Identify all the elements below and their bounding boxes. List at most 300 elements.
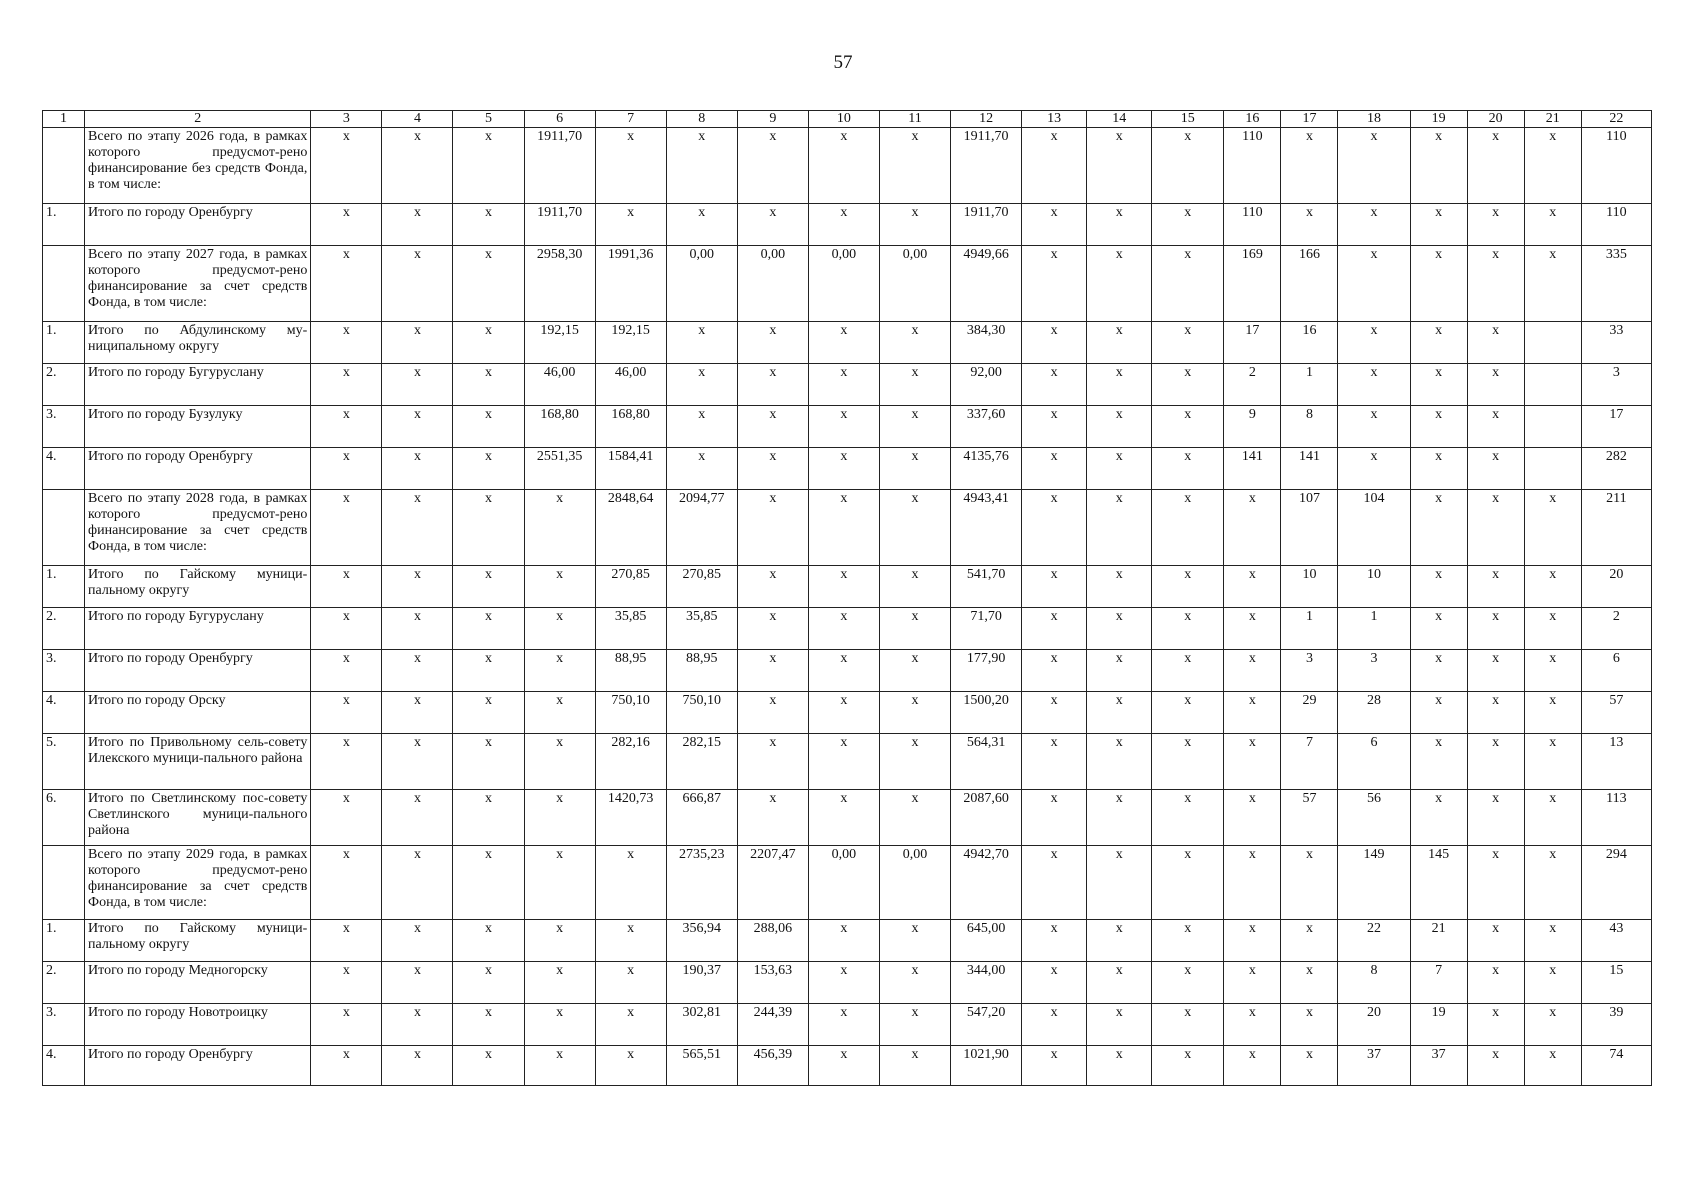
cell-col-17: 10 [1281,566,1338,608]
cell-col-18: 6 [1338,734,1410,790]
cell-col-3: х [311,128,382,204]
cell-col-4: х [382,322,453,364]
cell-col-22: 74 [1581,1046,1651,1086]
cell-col-14: х [1087,846,1152,920]
table-row [43,608,1652,650]
cell-col-9: х [737,204,808,246]
cell-col-3: х [311,490,382,566]
cell-col-21: х [1524,650,1581,692]
cell-col-7: 282,16 [595,734,666,790]
row-name: Итого по Гайскому муници-пальному округу [85,920,311,962]
row-name: Итого по городу Бугуруслану [85,608,311,650]
cell-col-19: х [1410,734,1467,790]
cell-col-16: х [1224,608,1281,650]
cell-col-14: х [1087,490,1152,566]
row-number: 1. [43,566,85,608]
cell-col-18: 1 [1338,608,1410,650]
row-number: 1. [43,204,85,246]
cell-col-16: 169 [1224,246,1281,322]
cell-col-16: 2 [1224,364,1281,406]
column-header-14: 14 [1087,111,1152,128]
cell-col-9: х [737,566,808,608]
cell-col-22: 39 [1581,1004,1651,1046]
column-header-17: 17 [1281,111,1338,128]
cell-col-11: х [879,406,950,448]
cell-col-16: х [1224,490,1281,566]
cell-col-3: х [311,1004,382,1046]
cell-col-17: х [1281,1046,1338,1086]
row-number: 1. [43,920,85,962]
cell-col-6: х [524,490,595,566]
cell-col-17: 57 [1281,790,1338,846]
cell-col-9: х [737,490,808,566]
cell-col-5: х [453,650,524,692]
cell-col-6: х [524,1046,595,1086]
cell-col-10: х [808,322,879,364]
row-number: 2. [43,962,85,1004]
cell-col-14: х [1087,204,1152,246]
cell-col-13: х [1022,1004,1087,1046]
cell-col-13: х [1022,790,1087,846]
column-header-10: 10 [808,111,879,128]
cell-col-14: х [1087,448,1152,490]
cell-col-21: х [1524,846,1581,920]
cell-col-20: х [1467,790,1524,846]
cell-col-6: х [524,566,595,608]
table-row [43,322,1652,364]
cell-col-18: 20 [1338,1004,1410,1046]
cell-col-20: х [1467,1004,1524,1046]
cell-col-19: х [1410,490,1467,566]
cell-col-19: х [1410,204,1467,246]
column-header-4: 4 [382,111,453,128]
cell-col-21 [1524,406,1581,448]
cell-col-3: х [311,246,382,322]
cell-col-17: 166 [1281,246,1338,322]
cell-col-5: х [453,692,524,734]
cell-col-12: 4949,66 [951,246,1022,322]
cell-col-16: х [1224,920,1281,962]
cell-col-3: х [311,1046,382,1086]
cell-col-7: 168,80 [595,406,666,448]
cell-col-15: х [1152,962,1224,1004]
cell-col-12: 4135,76 [951,448,1022,490]
cell-col-4: х [382,364,453,406]
cell-col-4: х [382,920,453,962]
column-header-7: 7 [595,111,666,128]
cell-col-7: 750,10 [595,692,666,734]
column-header-19: 19 [1410,111,1467,128]
cell-col-10: х [808,490,879,566]
cell-col-11: х [879,1046,950,1086]
cell-col-17: х [1281,962,1338,1004]
cell-col-22: 282 [1581,448,1651,490]
cell-col-9: х [737,692,808,734]
cell-col-21: х [1524,490,1581,566]
cell-col-19: х [1410,566,1467,608]
row-number [43,246,85,322]
cell-col-16: 141 [1224,448,1281,490]
cell-col-8: 750,10 [666,692,737,734]
cell-col-4: х [382,448,453,490]
cell-col-11: х [879,1004,950,1046]
cell-col-15: х [1152,846,1224,920]
table-row [43,650,1652,692]
cell-col-20: х [1467,490,1524,566]
column-header-20: 20 [1467,111,1524,128]
cell-col-9: 153,63 [737,962,808,1004]
table-body [43,111,1652,1086]
cell-col-12: 71,70 [951,608,1022,650]
cell-col-9: х [737,608,808,650]
cell-col-12: 177,90 [951,650,1022,692]
table-row [43,962,1652,1004]
cell-col-5: х [453,1046,524,1086]
cell-col-12: 1911,70 [951,128,1022,204]
cell-col-9: х [737,448,808,490]
cell-col-18: 3 [1338,650,1410,692]
cell-col-6: х [524,846,595,920]
row-number [43,490,85,566]
cell-col-11: х [879,364,950,406]
cell-col-21: х [1524,692,1581,734]
cell-col-18: х [1338,246,1410,322]
cell-col-4: х [382,608,453,650]
cell-col-6: х [524,608,595,650]
table-row [43,1004,1652,1046]
cell-col-10: х [808,650,879,692]
cell-col-18: х [1338,322,1410,364]
cell-col-9: 456,39 [737,1046,808,1086]
table-row [43,204,1652,246]
cell-col-5: х [453,608,524,650]
cell-col-3: х [311,608,382,650]
cell-col-3: х [311,692,382,734]
cell-col-17: 1 [1281,608,1338,650]
cell-col-12: 645,00 [951,920,1022,962]
cell-col-5: х [453,846,524,920]
cell-col-4: х [382,246,453,322]
cell-col-15: х [1152,790,1224,846]
cell-col-6: х [524,790,595,846]
cell-col-13: х [1022,246,1087,322]
cell-col-13: х [1022,650,1087,692]
cell-col-6: 1911,70 [524,128,595,204]
cell-col-3: х [311,790,382,846]
column-header-9: 9 [737,111,808,128]
column-header-21: 21 [1524,111,1581,128]
cell-col-4: х [382,128,453,204]
cell-col-14: х [1087,962,1152,1004]
cell-col-20: х [1467,406,1524,448]
cell-col-11: х [879,920,950,962]
table-row [43,128,1652,204]
row-name: Итого по городу Орску [85,692,311,734]
cell-col-22: 294 [1581,846,1651,920]
cell-col-9: 288,06 [737,920,808,962]
header-row [43,111,1652,128]
cell-col-10: х [808,920,879,962]
cell-col-20: х [1467,566,1524,608]
cell-col-18: х [1338,204,1410,246]
cell-col-12: 547,20 [951,1004,1022,1046]
cell-col-14: х [1087,322,1152,364]
column-header-1: 1 [43,111,85,128]
cell-col-17: х [1281,204,1338,246]
cell-col-13: х [1022,490,1087,566]
cell-col-14: х [1087,1004,1152,1046]
table-row [43,692,1652,734]
cell-col-6: х [524,1004,595,1046]
cell-col-22: 17 [1581,406,1651,448]
cell-col-4: х [382,650,453,692]
cell-col-6: х [524,920,595,962]
cell-col-21: х [1524,608,1581,650]
cell-col-12: 344,00 [951,962,1022,1004]
row-name: Итого по Привольному сель-совету Илекского муници-пального района [85,734,311,790]
cell-col-17: 29 [1281,692,1338,734]
cell-col-8: х [666,364,737,406]
cell-col-15: х [1152,1046,1224,1086]
cell-col-18: 104 [1338,490,1410,566]
cell-col-12: 4942,70 [951,846,1022,920]
cell-col-7: 35,85 [595,608,666,650]
cell-col-7: х [595,962,666,1004]
column-header-12: 12 [951,111,1022,128]
column-header-6: 6 [524,111,595,128]
cell-col-11: х [879,790,950,846]
cell-col-20: х [1467,1046,1524,1086]
cell-col-6: 168,80 [524,406,595,448]
cell-col-21: х [1524,204,1581,246]
cell-col-3: х [311,364,382,406]
cell-col-17: 141 [1281,448,1338,490]
cell-col-22: 15 [1581,962,1651,1004]
row-name: Итого по городу Бугуруслану [85,364,311,406]
row-name: Итого по городу Бузулуку [85,406,311,448]
cell-col-5: х [453,566,524,608]
cell-col-4: х [382,692,453,734]
cell-col-22: 2 [1581,608,1651,650]
cell-col-13: х [1022,608,1087,650]
cell-col-10: х [808,364,879,406]
cell-col-3: х [311,650,382,692]
table-row [43,846,1652,920]
cell-col-16: х [1224,692,1281,734]
row-number: 6. [43,790,85,846]
cell-col-5: х [453,128,524,204]
cell-col-5: х [453,406,524,448]
cell-col-22: 110 [1581,128,1651,204]
cell-col-20: х [1467,734,1524,790]
cell-col-5: х [453,920,524,962]
cell-col-13: х [1022,322,1087,364]
cell-col-19: х [1410,128,1467,204]
cell-col-14: х [1087,364,1152,406]
cell-col-17: 16 [1281,322,1338,364]
cell-col-15: х [1152,246,1224,322]
cell-col-20: х [1467,204,1524,246]
row-name: Всего по этапу 2027 года, в рамках которого предусмот-рено финансирование за счет средств Фонда, в том числе: [85,246,311,322]
column-header-22: 22 [1581,111,1651,128]
cell-col-8: 35,85 [666,608,737,650]
cell-col-22: 335 [1581,246,1651,322]
table-row [43,734,1652,790]
column-header-16: 16 [1224,111,1281,128]
financing-table [42,110,1652,1086]
cell-col-15: х [1152,566,1224,608]
cell-col-7: 46,00 [595,364,666,406]
row-name: Всего по этапу 2026 года, в рамках которого предусмот-рено финансирование без средств Фонда, в том числе: [85,128,311,204]
cell-col-20: х [1467,448,1524,490]
cell-col-12: 337,60 [951,406,1022,448]
cell-col-19: 145 [1410,846,1467,920]
cell-col-11: х [879,692,950,734]
cell-col-15: х [1152,608,1224,650]
cell-col-8: 565,51 [666,1046,737,1086]
cell-col-11: 0,00 [879,846,950,920]
cell-col-13: х [1022,734,1087,790]
column-header-11: 11 [879,111,950,128]
cell-col-5: х [453,246,524,322]
cell-col-9: х [737,128,808,204]
row-name: Всего по этапу 2028 года, в рамках которого предусмот-рено финансирование за счет средств Фонда, в том числе: [85,490,311,566]
cell-col-18: 10 [1338,566,1410,608]
cell-col-6: 46,00 [524,364,595,406]
cell-col-4: х [382,1004,453,1046]
cell-col-20: х [1467,128,1524,204]
row-name: Итого по городу Оренбургу [85,1046,311,1086]
row-number: 3. [43,650,85,692]
cell-col-22: 3 [1581,364,1651,406]
cell-col-10: 0,00 [808,846,879,920]
cell-col-9: х [737,364,808,406]
cell-col-15: х [1152,692,1224,734]
cell-col-8: х [666,322,737,364]
cell-col-19: х [1410,364,1467,406]
row-number: 4. [43,448,85,490]
cell-col-22: 57 [1581,692,1651,734]
column-header-5: 5 [453,111,524,128]
cell-col-14: х [1087,566,1152,608]
row-number: 4. [43,692,85,734]
cell-col-8: 666,87 [666,790,737,846]
cell-col-22: 6 [1581,650,1651,692]
cell-col-16: х [1224,734,1281,790]
cell-col-15: х [1152,364,1224,406]
row-name: Итого по Гайскому муници-пальному округу [85,566,311,608]
cell-col-20: х [1467,608,1524,650]
cell-col-18: 56 [1338,790,1410,846]
row-name: Итого по городу Оренбургу [85,650,311,692]
cell-col-21: х [1524,1046,1581,1086]
cell-col-15: х [1152,650,1224,692]
cell-col-4: х [382,1046,453,1086]
row-number: 3. [43,1004,85,1046]
cell-col-10: х [808,448,879,490]
cell-col-11: 0,00 [879,246,950,322]
cell-col-20: х [1467,846,1524,920]
cell-col-12: 564,31 [951,734,1022,790]
cell-col-20: х [1467,920,1524,962]
row-name: Итого по городу Медногорску [85,962,311,1004]
cell-col-10: х [808,1004,879,1046]
cell-col-6: х [524,650,595,692]
cell-col-16: х [1224,650,1281,692]
cell-col-14: х [1087,406,1152,448]
cell-col-15: х [1152,406,1224,448]
cell-col-8: х [666,128,737,204]
row-name: Всего по этапу 2029 года, в рамках которого предусмот-рено финансирование за счет средств Фонда, в том числе: [85,846,311,920]
cell-col-4: х [382,406,453,448]
cell-col-10: х [808,608,879,650]
table-row [43,1046,1652,1086]
row-name: Итого по Светлинскому пос-совету Светлинского муници-пального района [85,790,311,846]
cell-col-13: х [1022,364,1087,406]
cell-col-4: х [382,566,453,608]
cell-col-20: х [1467,650,1524,692]
table-row [43,566,1652,608]
cell-col-13: х [1022,962,1087,1004]
cell-col-7: 2848,64 [595,490,666,566]
cell-col-7: 1991,36 [595,246,666,322]
column-header-18: 18 [1338,111,1410,128]
cell-col-4: х [382,734,453,790]
cell-col-21: х [1524,128,1581,204]
table-row [43,790,1652,846]
cell-col-3: х [311,448,382,490]
cell-col-10: х [808,790,879,846]
cell-col-9: 2207,47 [737,846,808,920]
cell-col-5: х [453,790,524,846]
cell-col-13: х [1022,128,1087,204]
cell-col-17: х [1281,1004,1338,1046]
cell-col-19: 21 [1410,920,1467,962]
table-row [43,490,1652,566]
cell-col-17: 3 [1281,650,1338,692]
cell-col-18: 22 [1338,920,1410,962]
cell-col-19: х [1410,650,1467,692]
cell-col-10: х [808,566,879,608]
cell-col-15: х [1152,128,1224,204]
cell-col-11: х [879,962,950,1004]
cell-col-10: х [808,734,879,790]
cell-col-8: 282,15 [666,734,737,790]
cell-col-14: х [1087,608,1152,650]
cell-col-9: 244,39 [737,1004,808,1046]
cell-col-11: х [879,608,950,650]
cell-col-3: х [311,406,382,448]
cell-col-6: 2958,30 [524,246,595,322]
cell-col-7: х [595,128,666,204]
cell-col-15: х [1152,490,1224,566]
cell-col-21: х [1524,246,1581,322]
cell-col-12: 92,00 [951,364,1022,406]
cell-col-13: х [1022,692,1087,734]
cell-col-14: х [1087,692,1152,734]
cell-col-10: х [808,128,879,204]
cell-col-4: х [382,790,453,846]
cell-col-16: 110 [1224,128,1281,204]
cell-col-5: х [453,448,524,490]
cell-col-9: х [737,734,808,790]
cell-col-16: 110 [1224,204,1281,246]
cell-col-19: х [1410,448,1467,490]
cell-col-8: х [666,448,737,490]
cell-col-17: х [1281,846,1338,920]
column-header-13: 13 [1022,111,1087,128]
cell-col-12: 1500,20 [951,692,1022,734]
